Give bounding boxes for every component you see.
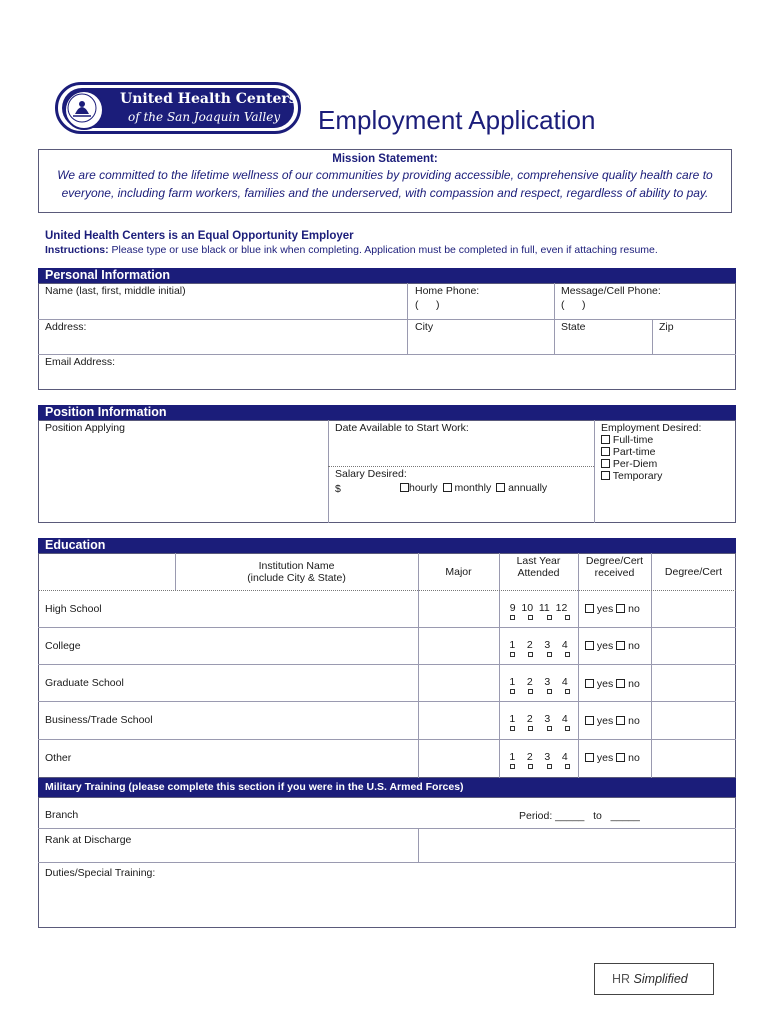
full-time-label: Full-time [612,434,654,446]
last-year-col-header [499,555,578,579]
annually-checkbox[interactable] [496,483,505,492]
last-year-col-line2: Attended [517,567,560,579]
mission-statement-box [38,149,732,213]
year-checkboxes[interactable] [510,726,570,731]
no-label: no [628,752,640,764]
simplified-label: Simplified [633,972,688,986]
mission-heading: Mission Statement: [332,153,438,165]
no-label: no [628,715,640,727]
hourly-checkbox[interactable] [400,483,409,492]
hr-simplified-badge [594,963,714,995]
year-options: 1 2 3 4 [509,676,568,688]
name-field[interactable]: Name (last, first, middle initial) [45,285,186,297]
degree-yes-checkbox[interactable] [585,679,594,688]
state-field[interactable]: State [561,321,586,333]
institution-col-header [175,560,418,584]
degree-yes-no [585,678,640,690]
employment-options [601,434,662,482]
cell-phone-paren: ( ) [561,299,586,311]
instructions [45,244,658,256]
logo-line2: of the San Joaquin Valley [128,110,281,124]
mission-line2: everyone, including farm workers, families and the underserved, with compassion and respect, regardless of ability to pay. [61,186,709,200]
personal-info-section [38,283,736,390]
per-diem-checkbox[interactable] [601,459,610,468]
position-info-header: Position Information [38,405,736,420]
home-phone-field[interactable]: Home Phone: [415,285,480,297]
city-field[interactable]: City [415,321,434,333]
degree-yes-checkbox[interactable] [585,604,594,613]
duties-field[interactable]: Duties/Special Training: [45,867,156,879]
year-options: 1 2 3 4 [509,751,568,763]
hourly-label: hourly [409,482,438,494]
row-label: College [45,640,81,652]
military-header: Military Training (please complete this section if you were in the U.S. Armed Forces) [38,778,736,797]
mission-line1: We are committed to the lifetime wellness of our communities by providing accessible, comprehensive quality health care to [57,168,713,182]
yes-label: yes [596,603,614,615]
rank-field[interactable]: Rank at Discharge [45,834,132,846]
salary-field[interactable]: Salary Desired: [335,468,407,480]
degree-no-checkbox[interactable] [616,604,625,613]
degree-no-checkbox[interactable] [616,716,625,725]
degree-received-col-line2: received [594,567,635,579]
degree-yes-checkbox[interactable] [585,753,594,762]
last-year-col-line1: Last Year [516,555,561,567]
degree-yes-checkbox[interactable] [585,716,594,725]
part-time-checkbox[interactable] [601,447,610,456]
year-options: 1 2 3 4 [509,713,568,725]
degree-received-col-line1: Degree/Cert [585,555,644,567]
degree-no-checkbox[interactable] [616,753,625,762]
salary-dollar: $ [335,483,341,495]
yes-label: yes [596,640,614,652]
year-checkboxes[interactable] [510,652,570,657]
start-date-field[interactable]: Date Available to Start Work: [335,422,469,434]
no-label: no [628,640,640,652]
instructions-label: Instructions: [45,244,109,256]
degree-no-checkbox[interactable] [616,679,625,688]
temporary-label: Temporary [612,470,663,482]
zip-field[interactable]: Zip [659,321,674,333]
row-label: Other [45,752,72,764]
year-options: 1 2 3 4 [509,639,568,651]
branch-field[interactable]: Branch [45,809,79,821]
yes-label: yes [596,752,614,764]
institution-col-line1: Institution Name [258,560,335,572]
degree-yes-no [585,752,640,764]
part-time-label: Part-time [612,446,656,458]
degree-received-col-header [578,555,651,579]
address-field[interactable]: Address: [45,321,87,333]
year-checkboxes[interactable] [510,689,570,694]
year-checkboxes[interactable] [510,764,570,769]
temporary-checkbox[interactable] [601,471,610,480]
company-logo [55,82,301,134]
degree-yes-checkbox[interactable] [585,641,594,650]
hr-label: HR [612,972,631,986]
instructions-text: Please type or use black or blue ink when completing. Application must be completed in full, even if attaching resume. [108,244,658,256]
no-label: no [628,603,640,615]
per-diem-label: Per-Diem [612,458,658,470]
page-title: Employment Application [318,105,596,135]
yes-label: yes [596,715,614,727]
no-label: no [628,678,640,690]
equal-opportunity-statement: United Health Centers is an Equal Opportunity Employer [45,230,354,242]
education-section [38,553,736,778]
full-time-checkbox[interactable] [601,435,610,444]
degree-yes-no [585,640,640,652]
row-label: Business/Trade School [45,714,153,726]
monthly-checkbox[interactable] [443,483,452,492]
row-label: High School [45,603,102,615]
row-label: Graduate School [45,677,124,689]
education-header: Education [38,538,736,553]
degree-no-checkbox[interactable] [616,641,625,650]
logo-line1: United Health Centers [120,91,297,107]
degree-yes-no [585,715,640,727]
year-options: 9 10 11 12 [509,602,568,614]
logo-seal-icon [64,90,104,130]
employment-desired-label: Employment Desired: [601,422,702,434]
personal-info-header: Personal Information [38,268,736,283]
period-field[interactable]: Period: _____ to _____ [519,810,640,822]
degree-col-header: Degree/Cert [664,566,723,578]
home-phone-paren: ( ) [415,299,440,311]
position-applying-field[interactable]: Position Applying [45,422,125,434]
yes-label: yes [596,678,614,690]
annually-label: annually [508,482,548,494]
salary-period-options [400,482,547,494]
degree-yes-no [585,603,640,615]
major-col-header: Major [445,566,472,578]
cell-phone-field[interactable]: Message/Cell Phone: [561,285,661,297]
monthly-label: monthly [454,482,492,494]
email-field[interactable]: Email Address: [45,356,116,368]
institution-col-line2: (include City & State) [247,572,346,584]
year-checkboxes[interactable] [510,615,570,620]
